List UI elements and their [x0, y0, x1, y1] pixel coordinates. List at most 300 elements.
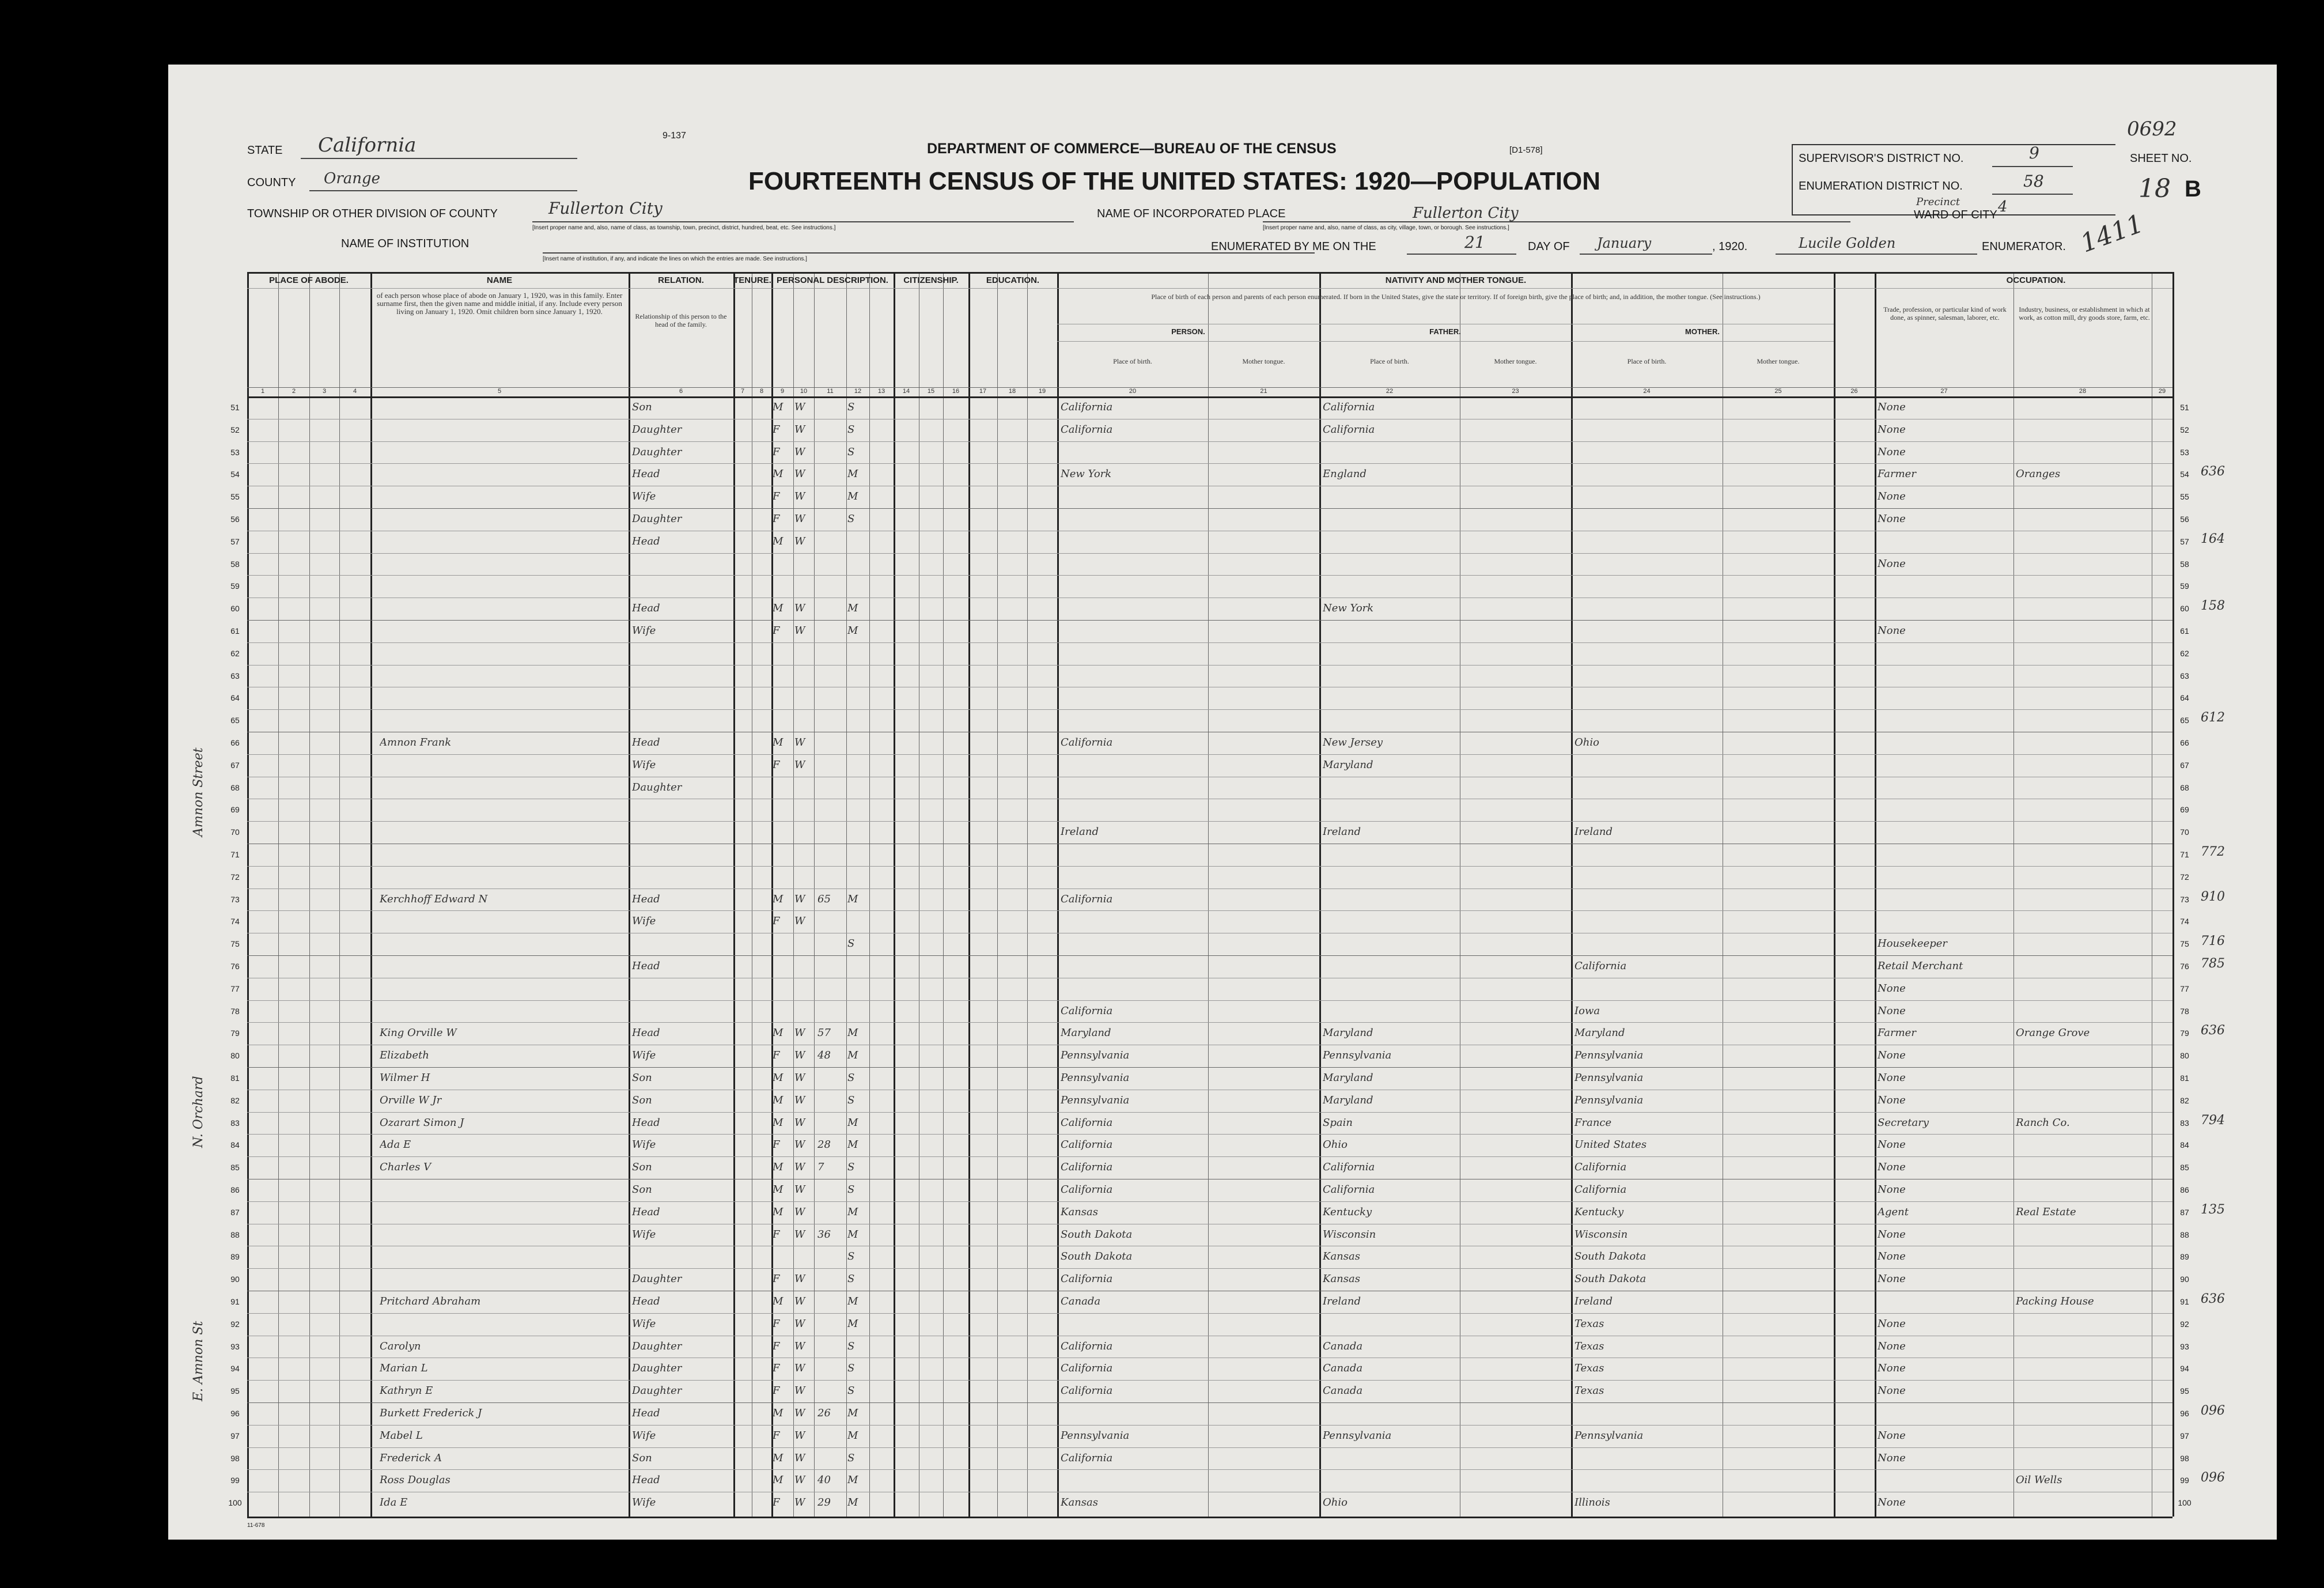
line-number-right: 59 [2180, 581, 2189, 591]
cell-name: Ozarart Simon J [380, 1116, 464, 1129]
cell-color: W [794, 513, 805, 525]
line-number-left: 94 [230, 1364, 240, 1374]
line-number-right: 74 [2180, 917, 2189, 927]
cell-pob: California [1061, 736, 1113, 748]
cell-rel: Son [632, 1451, 652, 1464]
township-label: TOWNSHIP OR OTHER DIVISION OF COUNTY [247, 207, 498, 220]
cell-pob: Ireland [1061, 826, 1099, 838]
footer-code: 11-678 [247, 1522, 265, 1529]
ward-value: 4 [1998, 198, 2008, 215]
sheet-letter: B [2185, 176, 2201, 202]
cell-ms: S [847, 513, 855, 525]
cell-trade: None [1878, 1228, 1906, 1241]
cell-ind: Oranges [2016, 468, 2061, 481]
cell-rel: Head [632, 602, 660, 615]
cell-name: Ada E [380, 1139, 411, 1151]
line-number-left: 96 [230, 1409, 240, 1418]
margin-note: 096 [2201, 1470, 2225, 1485]
cell-ms: S [847, 937, 855, 950]
cell-rel: Head [632, 1407, 660, 1419]
cell-ms: M [847, 1049, 858, 1062]
cell-name: Kerchhoff Edward N [380, 893, 488, 905]
column-number: 24 [1643, 388, 1651, 395]
month-value: January [1597, 235, 1652, 251]
census-table [228, 272, 2191, 1517]
cell-name: Ida E [380, 1496, 408, 1509]
cell-mpob: Maryland [1574, 1027, 1625, 1039]
cell-pob: Pennsylvania [1061, 1094, 1130, 1106]
line-number-right: 86 [2180, 1185, 2189, 1194]
cell-trade: None [1878, 557, 1906, 570]
line-number-left: 67 [230, 760, 240, 770]
cell-trade: None [1878, 1340, 1906, 1352]
cell-trade: None [1878, 625, 1906, 637]
cell-age: 26 [817, 1407, 831, 1419]
line-number-right: 85 [2180, 1163, 2189, 1173]
cell-ms: S [847, 1184, 855, 1196]
line-number-left: 66 [230, 738, 240, 747]
industry-instructions: Industry, business, or establishment in which at work, as cotton mill, dry goods store, farm, etc. [2019, 305, 2150, 322]
line-number-right: 68 [2180, 782, 2189, 792]
cell-color: W [794, 1184, 805, 1196]
cell-sex: F [773, 1496, 780, 1509]
cell-pob: California [1061, 1116, 1113, 1129]
cell-pob: Maryland [1061, 1027, 1111, 1039]
cell-sex: M [773, 1184, 784, 1196]
cell-name: Charles V [380, 1161, 432, 1174]
cell-name: Kathryn E [380, 1385, 433, 1397]
cell-sex: F [773, 1273, 780, 1285]
cell-sex: F [773, 1385, 780, 1397]
cell-ms: M [847, 1228, 858, 1241]
line-number-right: 66 [2180, 738, 2189, 747]
cell-trade: None [1878, 1429, 1906, 1442]
cell-pob: California [1061, 1139, 1113, 1151]
cell-mpob: Pennsylvania [1574, 1094, 1644, 1106]
census-sheet [168, 65, 2277, 1540]
cell-ms: M [847, 1429, 858, 1442]
cell-pob: Kansas [1061, 1496, 1098, 1509]
line-number-right: 55 [2180, 492, 2189, 502]
cell-fpob: Maryland [1323, 758, 1373, 771]
group-tenure: TENURE. [733, 275, 771, 285]
cell-sex: M [773, 535, 784, 547]
cell-pob: California [1061, 423, 1113, 436]
cell-sex: F [773, 1139, 780, 1151]
cell-rel: Daughter [632, 513, 682, 525]
cell-ms: M [847, 602, 858, 615]
line-number-left: 84 [230, 1140, 240, 1150]
person-place-of-birth: Place of birth. [1113, 357, 1152, 365]
cell-sex: M [773, 1407, 784, 1419]
group-personal: PERSONAL DESCRIPTION. [777, 275, 888, 285]
cell-rel: Daughter [632, 1385, 682, 1397]
cell-trade: Secretary [1878, 1116, 1929, 1129]
line-number-right: 72 [2180, 872, 2189, 882]
cell-rel: Head [632, 1295, 660, 1307]
line-number-left: 54 [230, 470, 240, 479]
cell-ms: M [847, 625, 858, 637]
cell-rel: Head [632, 468, 660, 481]
day-label: DAY OF [1528, 240, 1570, 253]
cell-color: W [794, 1161, 805, 1174]
father-place-of-birth: Place of birth. [1370, 357, 1409, 365]
cell-ms: M [847, 490, 858, 503]
cell-color: W [794, 490, 805, 503]
column-number: 21 [1260, 388, 1267, 395]
cell-color: W [794, 535, 805, 547]
cell-mpob: Texas [1574, 1340, 1604, 1352]
line-number-right: 53 [2180, 447, 2189, 457]
line-number-left: 68 [230, 782, 240, 792]
line-number-right: 81 [2180, 1073, 2189, 1083]
line-number-right: 54 [2180, 470, 2189, 479]
cell-color: W [794, 1027, 805, 1039]
group-name: NAME [486, 275, 513, 285]
cell-fpob: California [1323, 401, 1375, 413]
cell-name: Amnon Frank [380, 736, 452, 748]
cell-ms: M [847, 468, 858, 481]
line-number-right: 99 [2180, 1476, 2189, 1485]
cell-ms: S [847, 1340, 855, 1352]
cell-ms: S [847, 1250, 855, 1263]
cell-trade: None [1878, 1072, 1906, 1084]
cell-ind: Real Estate [2016, 1205, 2076, 1218]
line-number-right: 79 [2180, 1029, 2189, 1038]
name-instructions: of each person whose place of abode on January 1, 1920, was in this family. Enter surname first, then the given name and middle initial, if any. Include every person living on January 1, 1920. Omit children born since January 1, 1920. [376, 292, 623, 316]
cell-rel: Head [632, 736, 660, 748]
cell-mpob: Texas [1574, 1362, 1604, 1375]
cell-color: W [794, 1362, 805, 1375]
cell-rel: Daughter [632, 423, 682, 436]
line-number-left: 63 [230, 671, 240, 680]
line-number-left: 60 [230, 604, 240, 614]
cell-mpob: Iowa [1574, 1004, 1600, 1017]
line-number-right: 70 [2180, 827, 2189, 837]
cell-rel: Head [632, 893, 660, 905]
line-number-right: 83 [2180, 1118, 2189, 1128]
cell-trade: None [1878, 1250, 1906, 1263]
line-number-left: 86 [230, 1185, 240, 1194]
column-number: 2 [292, 388, 296, 395]
cell-sex: M [773, 736, 784, 748]
cell-age: 29 [817, 1496, 831, 1509]
cell-sex: F [773, 1429, 780, 1442]
cell-rel: Head [632, 1027, 660, 1039]
cell-trade: None [1878, 1184, 1906, 1196]
cell-rel: Wife [632, 625, 656, 637]
cell-ms: S [847, 1161, 855, 1174]
cell-mpob: Pennsylvania [1574, 1429, 1644, 1442]
cell-color: W [794, 893, 805, 905]
precinct-value: Precinct [1916, 196, 1960, 208]
cell-trade: Agent [1878, 1205, 1909, 1218]
line-number-right: 56 [2180, 515, 2189, 524]
line-number-left: 64 [230, 693, 240, 703]
line-number-right: 62 [2180, 648, 2189, 658]
cell-fpob: New York [1323, 602, 1374, 615]
line-number-right: 88 [2180, 1230, 2189, 1239]
cell-trade: None [1878, 490, 1906, 503]
line-number-left: 51 [230, 403, 240, 412]
line-number-left: 85 [230, 1163, 240, 1173]
cell-ms: M [847, 1295, 858, 1307]
line-number-right: 84 [2180, 1140, 2189, 1150]
cell-mpob: France [1574, 1116, 1612, 1129]
cell-pob: California [1061, 1362, 1113, 1375]
township-note: [Insert proper name and, also, name of class, as township, town, precinct, district, hundred, beat, etc. See instructions.] [532, 225, 836, 231]
line-number-left: 57 [230, 536, 240, 546]
cell-color: W [794, 602, 805, 615]
line-number-right: 52 [2180, 425, 2189, 434]
cell-trade: None [1878, 1161, 1906, 1174]
cell-name: Mabel L [380, 1429, 423, 1442]
cell-fpob: Ireland [1323, 826, 1361, 838]
line-number-right: 96 [2180, 1409, 2189, 1418]
line-number-right: 65 [2180, 716, 2189, 725]
father-mother-tongue: Mother tongue. [1494, 357, 1537, 365]
margin-note: 135 [2201, 1202, 2225, 1217]
line-number-right: 95 [2180, 1386, 2189, 1396]
cell-color: W [794, 758, 805, 771]
cell-color: W [794, 1228, 805, 1241]
cell-color: W [794, 1094, 805, 1106]
cell-fpob: Canada [1323, 1385, 1363, 1397]
line-number-left: 87 [230, 1207, 240, 1217]
cell-pob: Canada [1061, 1295, 1101, 1307]
cell-pob: California [1061, 401, 1113, 413]
line-number-right: 69 [2180, 805, 2189, 815]
cell-color: W [794, 468, 805, 481]
cell-ms: M [847, 1474, 858, 1487]
cell-mpob: Pennsylvania [1574, 1049, 1644, 1062]
cell-trade: None [1878, 1004, 1906, 1017]
cell-rel: Son [632, 1072, 652, 1084]
column-number: 18 [1008, 388, 1016, 395]
column-number: 7 [740, 388, 745, 395]
margin-note: 910 [2201, 889, 2225, 904]
cell-fpob: Kentucky [1323, 1205, 1372, 1218]
cell-mpob: South Dakota [1574, 1273, 1647, 1285]
cell-color: W [794, 1496, 805, 1509]
line-number-right: 57 [2180, 536, 2189, 546]
cell-pob: Pennsylvania [1061, 1072, 1130, 1084]
cell-rel: Daughter [632, 1273, 682, 1285]
cell-rel: Son [632, 1094, 652, 1106]
cell-trade: Farmer [1878, 1027, 1916, 1039]
cell-pob: California [1061, 1273, 1113, 1285]
supervisor-label: SUPERVISOR'S DISTRICT NO. [1799, 152, 1964, 165]
incorporated-note: [Insert proper name and, also, name of class, as city, village, town, or borough. See instructions.] [1263, 225, 1509, 231]
cell-sex: M [773, 1161, 784, 1174]
margin-note: 636 [2201, 464, 2225, 479]
line-number-right: 94 [2180, 1364, 2189, 1374]
ed-label: ENUMERATION DISTRICT NO. [1799, 180, 1963, 192]
cell-trade: None [1878, 1496, 1906, 1509]
cell-ms: M [847, 1496, 858, 1509]
cell-color: W [794, 1139, 805, 1151]
cell-name: Wilmer H [380, 1072, 430, 1084]
cell-color: W [794, 1295, 805, 1307]
cell-fpob: Pennsylvania [1323, 1049, 1392, 1062]
cell-trade: None [1878, 1451, 1906, 1464]
supervisor-value: 9 [2029, 143, 2039, 162]
cell-fpob: Ireland [1323, 1295, 1361, 1307]
cell-name: Elizabeth [380, 1049, 429, 1062]
cell-trade: Farmer [1878, 468, 1916, 481]
left-margin-b: N. Orchard [191, 1076, 206, 1148]
cell-rel: Wife [632, 758, 656, 771]
cell-rel: Head [632, 1205, 660, 1218]
column-number: 17 [979, 388, 987, 395]
line-number-right: 51 [2180, 403, 2189, 412]
column-number: 27 [1940, 388, 1948, 395]
cell-trade: None [1878, 982, 1906, 995]
line-number-left: 92 [230, 1319, 240, 1329]
cell-rel: Head [632, 535, 660, 547]
incorporated-value: Fullerton City [1413, 205, 1519, 222]
cell-sex: F [773, 1340, 780, 1352]
cell-fpob: California [1323, 423, 1375, 436]
cell-rel: Daughter [632, 445, 682, 458]
column-number: 3 [322, 388, 327, 395]
line-number-left: 73 [230, 894, 240, 904]
cell-trade: None [1878, 1317, 1906, 1330]
cell-name: Marian L [380, 1362, 428, 1375]
cell-rel: Daughter [632, 1340, 682, 1352]
cell-rel: Son [632, 1161, 652, 1174]
state-label: STATE [247, 144, 283, 157]
cell-mpob: Wisconsin [1574, 1228, 1628, 1241]
cell-pob: California [1061, 893, 1113, 905]
cell-trade: None [1878, 1273, 1906, 1285]
cell-color: W [794, 1407, 805, 1419]
cell-sex: F [773, 915, 780, 928]
sheet-value: 18 [2138, 174, 2171, 203]
line-number-left: 97 [230, 1431, 240, 1440]
line-number-right: 82 [2180, 1095, 2189, 1105]
cell-color: W [794, 1451, 805, 1464]
cell-fpob: Kansas [1323, 1273, 1360, 1285]
cell-sex: M [773, 1094, 784, 1106]
cell-pob: South Dakota [1061, 1250, 1133, 1263]
group-occupation: OCCUPATION. [2006, 275, 2066, 285]
line-number-right: 89 [2180, 1252, 2189, 1262]
line-number-right: 58 [2180, 559, 2189, 569]
cell-ms: S [847, 1362, 855, 1375]
line-number-left: 65 [230, 716, 240, 725]
line-number-right: 78 [2180, 1006, 2189, 1016]
cell-name: Ross Douglas [380, 1474, 451, 1487]
cell-sex: F [773, 1362, 780, 1375]
cell-pob: Kansas [1061, 1205, 1098, 1218]
cell-ms: M [847, 1205, 858, 1218]
cell-ms: M [847, 1116, 858, 1129]
line-number-left: 91 [230, 1297, 240, 1306]
cell-color: W [794, 1205, 805, 1218]
cell-fpob: Canada [1323, 1362, 1363, 1375]
cell-rel: Head [632, 960, 660, 972]
column-number: 13 [877, 388, 885, 395]
column-number: 4 [353, 388, 357, 395]
cell-pob: California [1061, 1451, 1113, 1464]
cell-rel: Wife [632, 1317, 656, 1330]
line-number-left: 58 [230, 559, 240, 569]
cell-pob: California [1061, 1385, 1113, 1397]
column-number: 9 [780, 388, 785, 395]
cell-trade: None [1878, 1049, 1906, 1062]
cell-trade: None [1878, 1094, 1906, 1106]
cell-fpob: Canada [1323, 1340, 1363, 1352]
cell-ms: S [847, 445, 855, 458]
cell-age: 36 [817, 1228, 831, 1241]
cell-age: 65 [817, 893, 831, 905]
mother-place-of-birth: Place of birth. [1627, 357, 1667, 365]
cell-sex: M [773, 1072, 784, 1084]
cell-sex: F [773, 490, 780, 503]
institution-label: NAME OF INSTITUTION [341, 237, 470, 250]
cell-ind: Orange Grove [2016, 1027, 2090, 1039]
cell-name: Carolyn [380, 1340, 421, 1352]
cell-pob: South Dakota [1061, 1228, 1133, 1241]
line-number-right: 71 [2180, 850, 2189, 859]
column-number: 23 [1512, 388, 1519, 395]
cell-fpob: Wisconsin [1323, 1228, 1376, 1241]
cell-color: W [794, 1429, 805, 1442]
cell-ms: S [847, 1273, 855, 1285]
column-number: 1 [260, 388, 265, 395]
incorporated-label: NAME OF INCORPORATED PLACE [1097, 207, 1286, 220]
margin-note: 612 [2201, 710, 2225, 725]
cell-fpob: Ohio [1323, 1496, 1348, 1509]
township-value: Fullerton City [548, 199, 663, 218]
cell-sex: M [773, 1295, 784, 1307]
enumerator-label: ENUMERATOR. [1982, 240, 2066, 253]
column-number: 8 [759, 388, 764, 395]
line-number-right: 87 [2180, 1207, 2189, 1217]
cell-color: W [794, 1116, 805, 1129]
line-number-left: 82 [230, 1095, 240, 1105]
form-number: 9-137 [663, 131, 686, 141]
margin-mark: 1411 [2076, 209, 2148, 259]
mother-header: MOTHER. [1685, 327, 1720, 336]
cell-age: 40 [817, 1474, 831, 1487]
cell-sex: M [773, 1205, 784, 1218]
cell-sex: M [773, 401, 784, 413]
cell-age: 48 [817, 1049, 831, 1062]
line-number-left: 71 [230, 850, 240, 859]
cell-ind: Ranch Co. [2016, 1116, 2070, 1129]
column-number: 16 [952, 388, 960, 395]
cell-trade: None [1878, 1385, 1906, 1397]
margin-note: 716 [2201, 934, 2225, 949]
cell-rel: Wife [632, 915, 656, 928]
cell-fpob: Maryland [1323, 1072, 1373, 1084]
cell-color: W [794, 1385, 805, 1397]
state-value: California [318, 134, 417, 157]
cell-color: W [794, 736, 805, 748]
cell-sex: F [773, 423, 780, 436]
cell-mpob: California [1574, 1161, 1627, 1174]
page-title: FOURTEENTH CENSUS OF THE UNITED STATES: 1920—POPULATION [748, 167, 1601, 195]
cell-pob: New York [1061, 468, 1112, 481]
line-number-left: 81 [230, 1073, 240, 1083]
cell-mpob: Ireland [1574, 1295, 1613, 1307]
cell-pob: California [1061, 1340, 1113, 1352]
enumerated-label: ENUMERATED BY ME ON THE [1211, 240, 1376, 253]
cell-color: W [794, 1049, 805, 1062]
cell-rel: Wife [632, 490, 656, 503]
